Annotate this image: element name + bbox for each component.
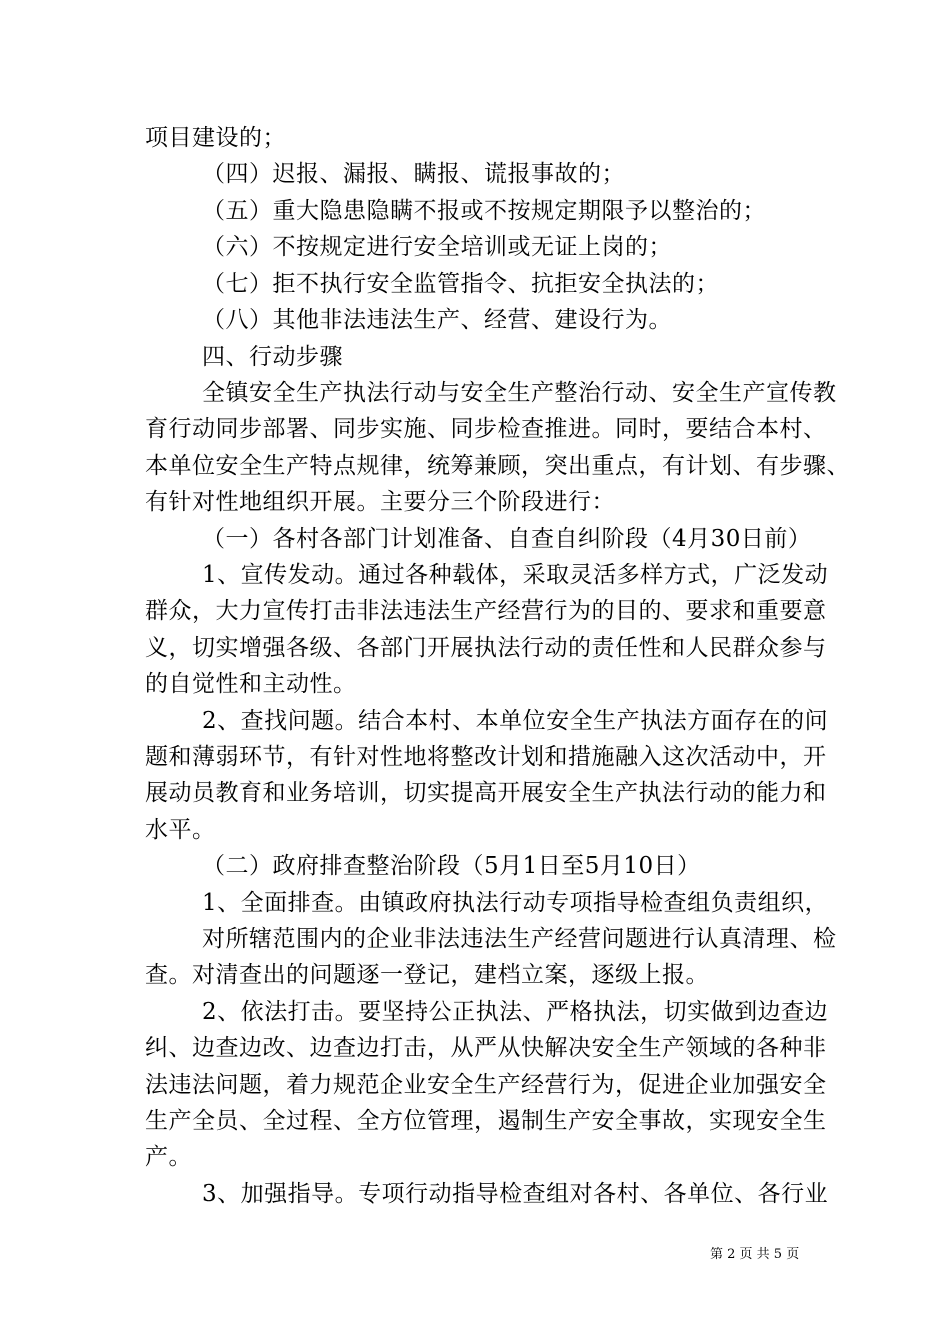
- text-line: 水平。: [145, 817, 216, 843]
- text-line: 育行动同步部署、同步实施、同步检查推进。同时，要结合本村、: [145, 416, 827, 442]
- text-line: 查。对清查出的问题逐一登记，建档立案，逐级上报。: [145, 962, 709, 988]
- text-line: 生产全员、全过程、全方位管理，遏制生产安全事故，实现安全生: [145, 1108, 827, 1134]
- text-line: 项目建设的；: [145, 125, 286, 151]
- subsection-heading: （二）政府排查整治阶段（5月1日至5月10日）: [202, 853, 701, 879]
- text-line: 展动员教育和业务培训，切实提高开展安全生产执法行动的能力和: [145, 780, 827, 806]
- text-line: （六）不按规定进行安全培训或无证上岗的；: [202, 234, 672, 260]
- text-line: 2、依法打击。要坚持公正执法、严格执法，切实做到边查边: [202, 999, 829, 1025]
- text-line: 2、查找问题。结合本村、本单位安全生产执法方面存在的问: [202, 708, 829, 734]
- text-line: （八）其他非法违法生产、经营、建设行为。: [202, 307, 672, 333]
- text-line: 产。: [145, 1144, 192, 1170]
- page-number: 第 2 页 共 5 页: [710, 1247, 800, 1262]
- subsection-heading: （一）各村各部门计划准备、自查自纠阶段（4月30日前）: [202, 526, 812, 552]
- text-line: （四）迟报、漏报、瞒报、谎报事故的；: [202, 161, 625, 187]
- text-line: 有针对性地组织开展。主要分三个阶段进行：: [145, 489, 615, 515]
- text-line: 题和薄弱环节，有针对性地将整改计划和措施融入这次活动中，开: [145, 744, 827, 770]
- text-line: 全镇安全生产执法行动与安全生产整治行动、安全生产宣传教: [202, 380, 837, 406]
- text-line: 纠、边查边改、边查边打击，从严从快解决安全生产领域的各种非: [145, 1035, 827, 1061]
- text-line: 1、全面排查。由镇政府执法行动专项指导检查组负责组织，: [202, 890, 829, 916]
- text-line: 3、加强指导。专项行动指导检查组对各村、各单位、各行业: [202, 1181, 829, 1207]
- text-line: （七）拒不执行安全监管指令、抗拒安全执法的；: [202, 271, 719, 297]
- text-line: 义，切实增强各级、各部门开展执法行动的责任性和人民群众参与: [145, 635, 827, 661]
- text-line: 本单位安全生产特点规律，统筹兼顾，突出重点，有计划、有步骤、: [145, 453, 850, 479]
- text-line: 群众，大力宣传打击非法违法生产经营行为的目的、要求和重要意: [145, 598, 827, 624]
- text-line: 的自觉性和主动性。: [145, 671, 357, 697]
- text-line: 法违法问题，着力规范企业安全生产经营行为，促进企业加强安全: [145, 1072, 827, 1098]
- section-heading: 四、行动步骤: [202, 344, 343, 370]
- text-line: 1、宣传发动。通过各种载体，采取灵活多样方式，广泛发动: [202, 562, 829, 588]
- text-line: （五）重大隐患隐瞒不报或不按规定期限予以整治的；: [202, 198, 766, 224]
- text-line: 对所辖范围内的企业非法违法生产经营问题进行认真清理、检: [202, 926, 837, 952]
